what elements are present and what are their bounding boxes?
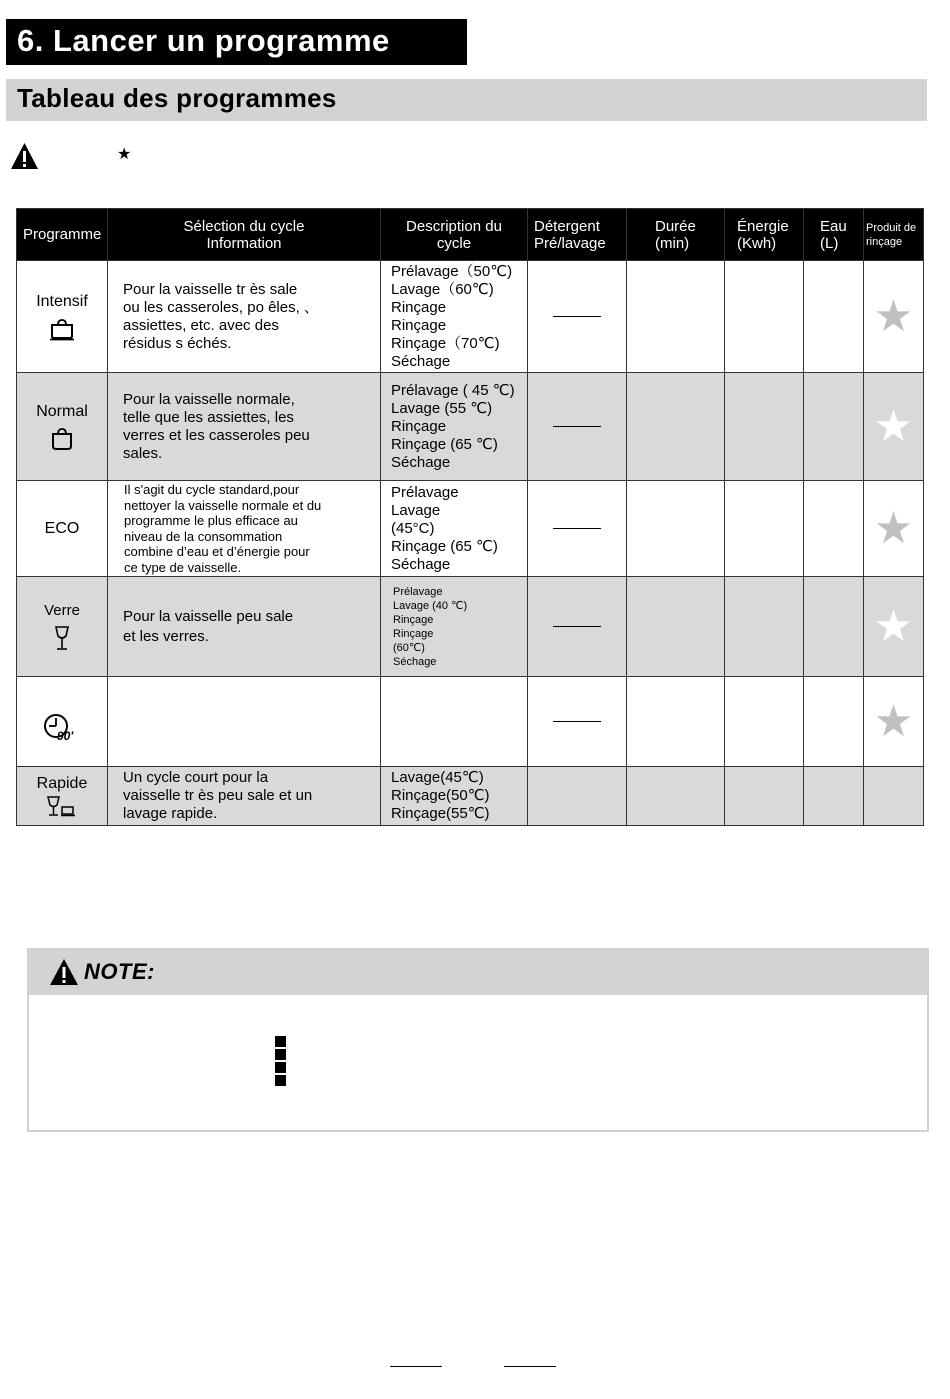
duree-cell — [627, 577, 725, 677]
blank-line — [553, 316, 601, 317]
star-icon: ★ — [117, 146, 132, 163]
detergent-cell — [528, 677, 627, 767]
description-cell: Prélavage（50℃) Lavage（60℃) Rinçage Rinçage Rinçage（70℃) Séchage — [381, 261, 528, 373]
table-row — [17, 677, 924, 767]
blank-line — [553, 528, 601, 529]
energie-cell — [725, 481, 804, 577]
duree-cell — [627, 261, 725, 373]
eau-cell — [804, 677, 864, 767]
eau-cell — [804, 261, 864, 373]
warning-row — [10, 142, 210, 172]
detergent-cell — [528, 481, 627, 577]
programme-cell — [17, 373, 108, 481]
energie-cell — [725, 767, 804, 826]
warning-triangle-icon — [49, 958, 79, 986]
eau-cell — [804, 767, 864, 826]
energie-cell — [725, 677, 804, 767]
header-selection: Sélection du cycle Information — [108, 209, 381, 261]
info-cell: Pour la vaisselle tr ès sale ou les casseroles, po êles, 、 assiettes, etc. avec des résidus s échés. — [108, 261, 381, 373]
star-icon: ★ — [864, 261, 924, 373]
header-detergent: Détergent Pré/lavage — [528, 209, 627, 261]
duree-cell — [627, 677, 725, 767]
svg-text:90′: 90′ — [57, 728, 74, 743]
duree-cell — [627, 481, 725, 577]
programme-name: ECO — [44, 519, 80, 537]
header-energie: Énergie (Kwh) — [725, 209, 804, 261]
star-icon: ★ — [864, 677, 924, 767]
detergent-cell — [528, 577, 627, 677]
description-cell: Prélavage Lavage (45°C) Rinçage (65 ℃) Séchage — [381, 481, 528, 577]
detergent-cell — [528, 767, 627, 826]
info-cell: Il s'agit du cycle standard,pour nettoyer la vaisselle normale et du programme le plus efficace au niveau de la consommation combine d’eau et d’énergie pour ce type de vaisselle. — [108, 481, 381, 577]
note-label: NOTE: — [84, 959, 155, 984]
clock-90-icon — [42, 712, 82, 746]
warning-triangle-icon — [10, 142, 39, 170]
table-row — [17, 481, 924, 577]
programme-cell — [17, 481, 108, 577]
blank-line — [553, 426, 601, 427]
pot-icon — [49, 317, 75, 341]
bullet-square — [275, 1036, 286, 1047]
bullet-square — [275, 1075, 286, 1086]
note-header — [29, 950, 927, 995]
eau-cell — [804, 481, 864, 577]
star-icon: ★ — [864, 373, 924, 481]
info-cell: Pour la vaisselle peu sale et les verres. — [108, 577, 381, 677]
info-cell — [108, 677, 381, 767]
blank-line — [553, 721, 601, 722]
star-icon: ★ — [864, 481, 924, 577]
programme-cell — [17, 577, 108, 677]
star-icon: ★ — [864, 577, 924, 677]
programme-name: Verre — [44, 602, 80, 619]
header-produit-rincage: Produit de rinçage — [864, 209, 924, 261]
eau-cell — [804, 373, 864, 481]
wine-glass-icon — [54, 625, 70, 651]
energie-cell — [725, 261, 804, 373]
programs-table — [16, 208, 924, 826]
duree-cell — [627, 767, 725, 826]
table-row — [17, 261, 924, 373]
header-duree: Durée (min) — [627, 209, 725, 261]
produit-rincage-cell — [864, 767, 924, 826]
bullet-square — [275, 1049, 286, 1060]
programme-cell — [17, 677, 108, 767]
description-cell — [381, 677, 528, 767]
programme-name: Normal — [36, 402, 88, 420]
description-cell: Prélavage Lavage (40 ℃) Rinçage Rinçage (60℃) Séchage — [381, 577, 528, 677]
programme-cell — [17, 767, 108, 826]
table-header-row — [17, 209, 924, 261]
table-row — [17, 577, 924, 677]
eau-cell — [804, 577, 864, 677]
table-subtitle: Tableau des programmes — [6, 79, 927, 121]
description-cell: Lavage(45℃) Rinçage(50℃) Rinçage(55℃) — [381, 767, 528, 826]
blank-line — [553, 626, 601, 627]
energie-cell — [725, 577, 804, 677]
header-programme: Programme — [17, 209, 108, 261]
glass-and-cup-icon — [46, 795, 78, 817]
header-eau: Eau (L) — [804, 209, 864, 261]
footer-blank-line — [390, 1366, 442, 1367]
programme-name: Rapide — [36, 775, 88, 792]
pot-icon — [50, 427, 74, 451]
duree-cell — [627, 373, 725, 481]
section-title: 6. Lancer un programme — [6, 19, 467, 65]
detergent-cell — [528, 373, 627, 481]
programme-name: Intensif — [36, 292, 88, 310]
programme-cell — [17, 261, 108, 373]
info-cell: Un cycle court pour la vaisselle tr ès peu sale et un lavage rapide. — [108, 767, 381, 826]
header-description: Description du cycle — [381, 209, 528, 261]
footer-blank-line — [504, 1366, 556, 1367]
table-row — [17, 767, 924, 826]
note-box — [27, 948, 929, 1132]
bullet-square — [275, 1062, 286, 1073]
description-cell: Prélavage ( 45 ℃) Lavage (55 ℃) Rinçage Rinçage (65 ℃) Séchage — [381, 373, 528, 481]
table-row — [17, 373, 924, 481]
energie-cell — [725, 373, 804, 481]
detergent-cell — [528, 261, 627, 373]
info-cell: Pour la vaisselle normale, telle que les assiettes, les verres et les casseroles peu sales. — [108, 373, 381, 481]
